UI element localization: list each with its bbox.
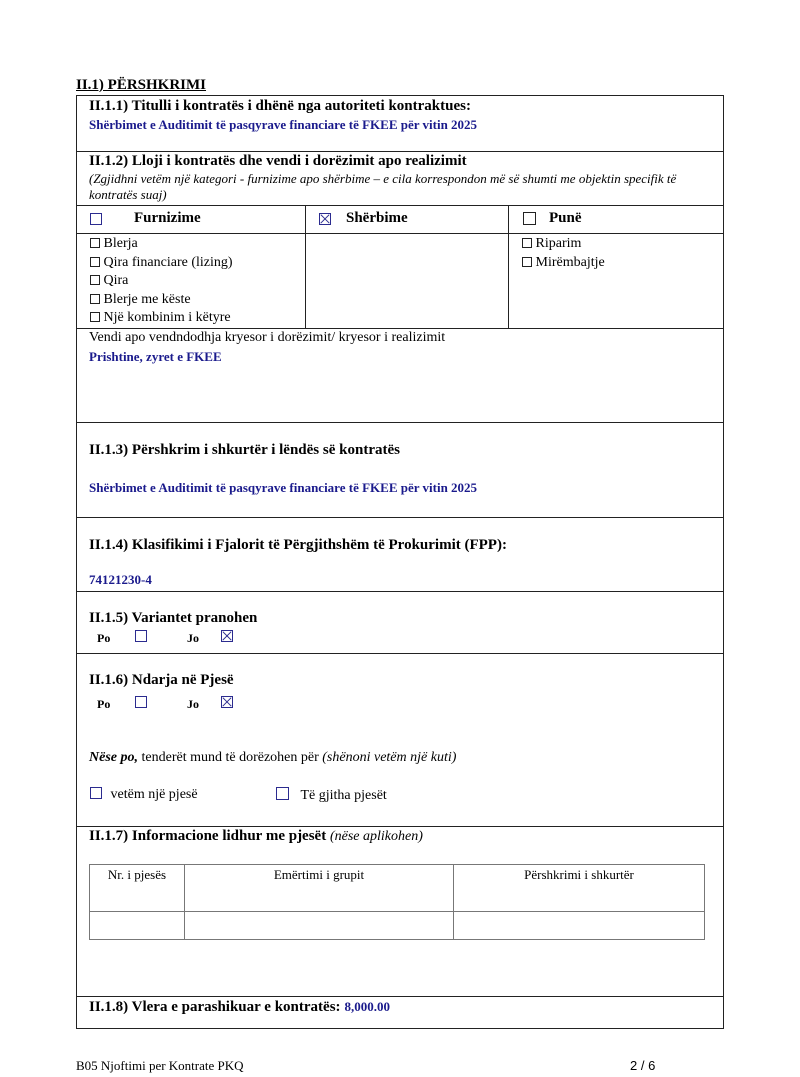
category-label: Punë [549, 210, 582, 226]
lots-yes-label: Po [97, 697, 111, 711]
checkbox[interactable] [90, 257, 100, 267]
contract-type-instruction: (Zgjidhni vetëm një kategori - furnizime apo shërbime – e cila korrespondon më së shumti me objektin specifik të kontratës suaj) [89, 171, 677, 202]
delivery-location-value: Prishtine, zyret e FKEE [89, 349, 222, 364]
option-label: Një kombinim i këtyre [103, 310, 231, 325]
contract-type-heading: II.1.2) Lloji i kontratës dhe vendi i dorëzimit apo realizimit [89, 153, 467, 169]
checkbox-sherbime[interactable] [319, 213, 331, 225]
category-label: Shërbime [346, 210, 408, 226]
section-ii-1-7 [77, 827, 723, 997]
lots-info-heading-text: II.1.7) Informacione lidhur me pjesët [89, 828, 327, 844]
short-description-heading: II.1.3) Përshkrim i shkurtër i lëndës së kontratës [89, 442, 400, 458]
variants-heading: II.1.5) Variantet pranohen [89, 610, 258, 626]
checkbox-furnizime[interactable] [90, 213, 102, 225]
checkbox-pune[interactable] [523, 212, 536, 225]
section-ii-1-5 [77, 592, 723, 654]
lots-note-italic: Nëse po, [89, 750, 138, 765]
section-ii-1-1 [77, 96, 723, 152]
lots-table [89, 864, 705, 940]
short-description-value: Shërbimet e Auditimit të pasqyrave financiare të FKEE për vitin 2025 [89, 480, 478, 495]
one-lot-checkbox[interactable] [90, 787, 102, 799]
lots-yes-checkbox[interactable] [135, 696, 147, 708]
column-header: Nr. i pjesës [90, 865, 185, 912]
form-frame [76, 95, 724, 1029]
option-label: Qira [103, 273, 129, 288]
option-kombinim[interactable] [90, 309, 233, 328]
lots-note-text: tenderët mund të dorëzohen për [138, 750, 323, 765]
lots-note-hint: (shënoni vetëm një kuti) [322, 750, 457, 765]
variants-yes-label: Po [97, 631, 111, 645]
lots-info-heading-hint: (nëse aplikohen) [329, 829, 423, 844]
estimated-value-line [89, 998, 713, 1016]
table-cell[interactable] [90, 912, 185, 940]
table-cell[interactable] [454, 912, 705, 940]
cpv-value: 74121230-4 [89, 572, 152, 587]
section-title: II.1) PËRSHKRIMI [76, 77, 207, 93]
section-ii-1-2-header [77, 152, 723, 206]
checkbox[interactable] [522, 238, 532, 248]
checkbox[interactable] [522, 257, 532, 267]
option-qira[interactable] [90, 272, 233, 291]
option-qira-financiare[interactable] [90, 254, 233, 273]
checkbox[interactable] [90, 238, 100, 248]
category-sherbime[interactable] [306, 206, 509, 233]
lots-note [89, 750, 713, 766]
option-blerja[interactable] [90, 235, 233, 254]
option-all-lots[interactable] [276, 787, 387, 804]
option-label: Qira financiare (lizing) [103, 254, 233, 270]
section-ii-1-8 [77, 997, 723, 1028]
section-ii-1-3 [77, 423, 723, 518]
option-blerje-me-keste[interactable] [90, 291, 233, 310]
category-label: Furnizime [134, 210, 201, 226]
contract-title-value: Shërbimet e Auditimit të pasqyrave financiare të FKEE për vitin 2025 [89, 117, 478, 132]
footer-document-name: B05 Njoftimi per Kontrate PKQ [76, 1058, 244, 1073]
contract-category-row [77, 206, 723, 234]
estimated-value-heading: II.1.8) Vlera e parashikuar e kontratës: [89, 999, 341, 1015]
lots-no-label: Jo [187, 697, 199, 711]
category-furnizime[interactable] [77, 206, 306, 233]
option-label: Riparim [535, 236, 582, 251]
option-label: Mirëmbajtje [535, 254, 605, 270]
all-lots-label: Të gjitha pjesët [300, 788, 387, 803]
pune-options [509, 234, 723, 328]
lots-heading: II.1.6) Ndarja në Pjesë [89, 672, 234, 688]
furnizime-options [77, 234, 306, 328]
category-pune[interactable] [509, 206, 723, 233]
delivery-location-label: Vendi apo vendndodhja kryesor i dorëzimit/ kryesor i realizimit [89, 330, 446, 345]
option-label: Blerje me këste [103, 291, 191, 307]
checkbox[interactable] [90, 312, 100, 322]
lots-info-heading [89, 828, 713, 845]
checkbox[interactable] [90, 294, 100, 304]
delivery-location-row [77, 329, 723, 423]
sherbime-options [306, 234, 509, 328]
table-row [90, 912, 705, 940]
contract-suboptions-row [77, 234, 723, 329]
cpv-heading: II.1.4) Klasifikimi i Fjalorit të Përgjithshëm të Prokurimit (FPP): [89, 537, 507, 553]
option-label: Blerja [103, 236, 138, 251]
one-lot-label: vetëm një pjesë [110, 787, 198, 802]
lots-table-header [90, 865, 705, 912]
all-lots-checkbox[interactable] [276, 787, 289, 800]
column-header: Përshkrimi i shkurtër [454, 865, 705, 912]
variants-no-label: Jo [187, 631, 199, 645]
section-ii-1-6 [77, 654, 723, 827]
checkbox[interactable] [90, 275, 100, 285]
table-cell[interactable] [185, 912, 454, 940]
estimated-value: 8,000.00 [344, 999, 391, 1014]
column-header: Emërtimi i grupit [185, 865, 454, 912]
contract-title-heading: II.1.1) Titulli i kontratës i dhënë nga autoriteti kontraktues: [89, 98, 471, 114]
lots-no-checkbox[interactable] [221, 696, 233, 708]
variants-yes-checkbox[interactable] [135, 630, 147, 642]
option-one-lot[interactable] [90, 787, 198, 803]
option-riparim[interactable] [522, 235, 605, 254]
footer-page-number: 2 / 6 [630, 1058, 656, 1073]
option-mirembajtje[interactable] [522, 254, 605, 273]
section-ii-1-4 [77, 518, 723, 592]
variants-no-checkbox[interactable] [221, 630, 233, 642]
